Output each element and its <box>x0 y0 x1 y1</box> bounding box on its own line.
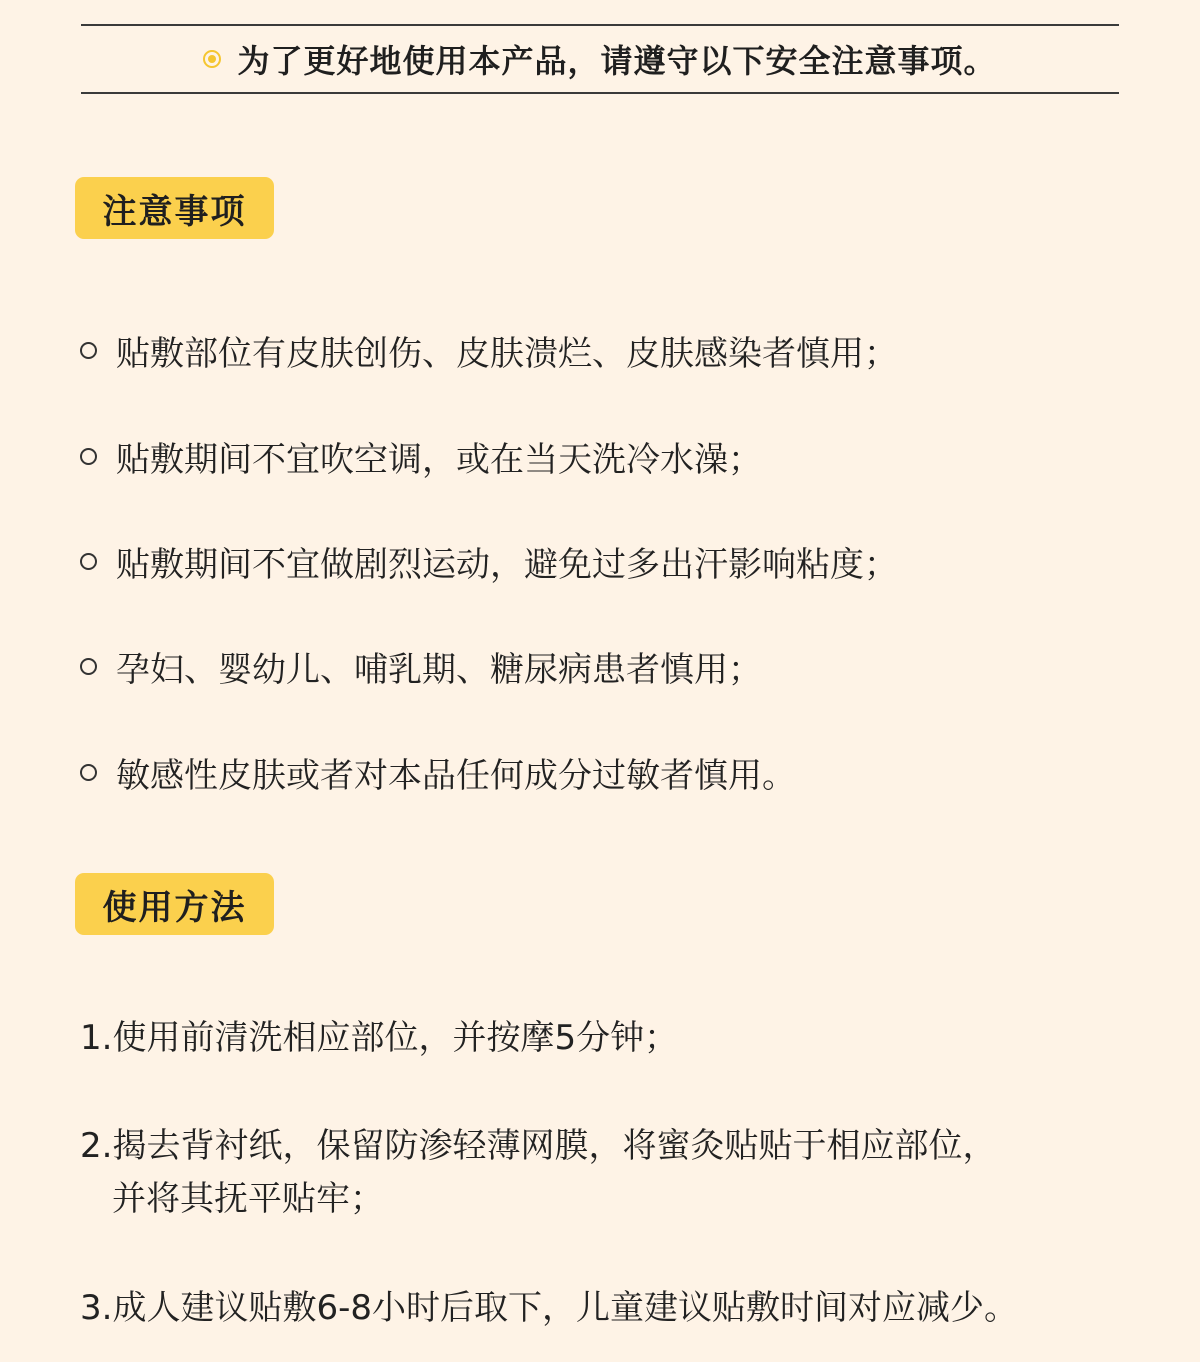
circle-bullet-icon <box>80 553 97 570</box>
safety-notice-text: 为了更好地使用本产品，请遵守以下安全注意事项。 <box>237 42 997 80</box>
circle-bullet-icon <box>80 764 97 781</box>
precaution-item <box>80 748 796 797</box>
precaution-item-text: 敏感性皮肤或者对本品任何成分过敏者慎用。 <box>116 756 796 796</box>
precaution-item <box>80 326 898 375</box>
circle-bullet-icon <box>80 448 97 465</box>
usage-step: 1.使用前清洗相应部位，并按摩5分钟； <box>80 1018 679 1058</box>
precaution-item-text: 贴敷部位有皮肤创伤、皮肤溃烂、皮肤感染者慎用； <box>116 334 898 374</box>
precautions-heading: 注意事项 <box>75 177 274 239</box>
precaution-item-text: 贴敷期间不宜做剧烈运动，避免过多出汗影响粘度； <box>116 545 898 585</box>
precaution-item-text: 孕妇、婴幼儿、哺乳期、糖尿病患者慎用； <box>116 650 762 690</box>
precaution-item-text: 贴敷期间不宜吹空调，或在当天洗冷水澡； <box>116 440 762 480</box>
circle-bullet-icon <box>80 658 97 675</box>
usage-heading: 使用方法 <box>75 873 274 935</box>
precaution-item <box>80 537 898 586</box>
radio-dot-icon <box>203 50 221 68</box>
precaution-item <box>80 432 762 481</box>
usage-step: 2.揭去背衬纸，保留防渗轻薄网膜，将蜜灸贴贴于相应部位， <box>80 1126 997 1166</box>
circle-bullet-icon <box>80 342 97 359</box>
safety-notice-banner <box>81 24 1119 94</box>
usage-step: 3.成人建议贴敷6-8小时后取下，儿童建议贴敷时间对应减少。 <box>80 1288 1018 1328</box>
precaution-item <box>80 642 762 691</box>
usage-step-continuation: 并将其抚平贴牢； <box>112 1179 384 1219</box>
